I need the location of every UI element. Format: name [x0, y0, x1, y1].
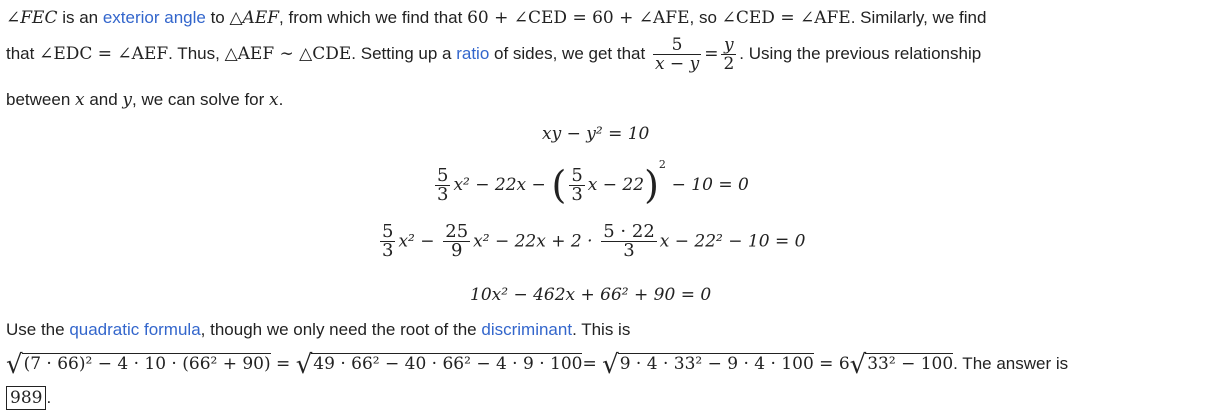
- text: between: [6, 90, 75, 109]
- fraction-denominator: 3: [571, 183, 583, 205]
- radical-sign: √: [602, 350, 619, 380]
- text: of sides, we get that: [489, 43, 650, 63]
- fraction: [435, 164, 450, 205]
- equation-text: x − 22: [587, 175, 645, 195]
- math-equals: = 6: [813, 354, 850, 374]
- fraction-numerator: 5 · 22: [603, 221, 655, 242]
- equation-text: x − 22² − 10 = 0: [659, 231, 806, 252]
- fraction-denominator: 9: [443, 241, 470, 260]
- paragraph-line-4: [6, 320, 630, 340]
- radicand: 49 · 66² − 40 · 66² − 4 · 9 · 100: [313, 354, 583, 374]
- radical-sign: √: [6, 350, 23, 380]
- text: to: [205, 8, 230, 27]
- math-x: x: [75, 90, 85, 110]
- math-equation: ∠EDC = ∠AEF: [39, 43, 169, 64]
- paragraph-line-1: [6, 8, 986, 28]
- math-equation: ∠CED = ∠AFE: [721, 8, 851, 28]
- paragraph-line-5: [6, 350, 1068, 380]
- fraction-numerator: y: [724, 35, 734, 55]
- math-equals: =: [270, 354, 296, 374]
- math-y: y: [122, 90, 133, 110]
- display-equation-4: [470, 284, 711, 305]
- math-equals: =: [582, 354, 603, 374]
- fraction-denominator: 2: [723, 54, 735, 74]
- radical-sign: √: [295, 350, 313, 380]
- fraction: [601, 223, 657, 260]
- equation-text: x² − 22x −: [453, 175, 546, 195]
- fraction-numerator: 5: [571, 164, 583, 186]
- radicand: 33² − 100: [867, 354, 954, 374]
- display-equation-1: [542, 123, 649, 144]
- fraction: [653, 36, 701, 73]
- left-paren: (: [551, 163, 567, 207]
- text: . Setting up a: [351, 43, 457, 63]
- fraction-numerator: 5: [671, 35, 683, 55]
- text: . This is: [572, 320, 631, 339]
- text: . Similarly, we find: [850, 8, 987, 27]
- fraction: [569, 164, 584, 205]
- sqrt-expression: [849, 350, 954, 380]
- fraction-denominator: 3: [437, 183, 449, 205]
- text: .: [46, 388, 52, 407]
- fraction-numerator: 25: [445, 221, 469, 242]
- display-equation-3: [377, 223, 805, 260]
- text: , though we only need the root of the: [200, 320, 482, 339]
- fraction-denominator: x − y: [654, 54, 700, 74]
- text: . Thus,: [168, 43, 225, 63]
- text: , so: [689, 8, 722, 27]
- text: , from which we find that: [279, 8, 468, 27]
- math-angle-fec: ∠FEC: [6, 8, 58, 28]
- exponent: 2: [658, 158, 666, 171]
- text: is an: [57, 8, 103, 27]
- equation-text: xy − y² = 10: [542, 124, 650, 144]
- equation-text: x² − 22x + 2 ·: [473, 231, 593, 252]
- fraction-numerator: 5: [382, 221, 394, 242]
- text: Use the: [6, 320, 70, 339]
- radicand: (7 · 66)² − 4 · 10 · (66² + 90): [23, 354, 271, 374]
- right-paren: ): [644, 163, 659, 207]
- fraction: [721, 36, 736, 73]
- text: . Using the previous relationship: [739, 43, 982, 63]
- text: .: [278, 90, 284, 109]
- display-equation-2: [432, 158, 749, 207]
- math-triangle-aef: △AEF: [229, 8, 280, 28]
- math-equals: =: [704, 43, 719, 64]
- link-discriminant[interactable]: discriminant: [481, 320, 573, 339]
- equation-text: − 10 = 0: [671, 175, 749, 195]
- radicand: 9 · 4 · 33² − 9 · 4 · 100: [619, 354, 814, 374]
- fraction: [380, 223, 395, 260]
- paragraph-line-3: [6, 90, 283, 110]
- link-quadratic-formula[interactable]: quadratic formula: [69, 320, 201, 339]
- math-equation: 60 + ∠CED = 60 + ∠AFE: [467, 8, 690, 28]
- text: . The answer is: [953, 354, 1069, 373]
- equation-text: 10x² − 462x + 66² + 90 = 0: [470, 285, 712, 305]
- text: , we can solve for: [132, 90, 270, 109]
- link-exterior-angle[interactable]: exterior angle: [102, 8, 206, 27]
- fraction-numerator: 5: [437, 164, 449, 186]
- text: and: [84, 90, 123, 109]
- sqrt-expression: [602, 350, 814, 380]
- text: that: [6, 43, 40, 63]
- sqrt-expression: [295, 350, 583, 380]
- fraction-denominator: 3: [601, 241, 657, 260]
- math-similarity: △AEF ∼ △CDE: [224, 43, 352, 64]
- paragraph-line-6: [6, 386, 51, 410]
- paragraph-line-2: [6, 36, 981, 73]
- sqrt-expression: [6, 350, 271, 380]
- math-x: x: [269, 90, 279, 110]
- fraction: [443, 223, 470, 260]
- boxed-answer: 989: [6, 386, 46, 410]
- equation-text: x² −: [398, 231, 435, 252]
- link-ratio[interactable]: ratio: [456, 43, 490, 63]
- fraction-denominator: 3: [382, 240, 394, 261]
- radical-sign: √: [849, 350, 867, 380]
